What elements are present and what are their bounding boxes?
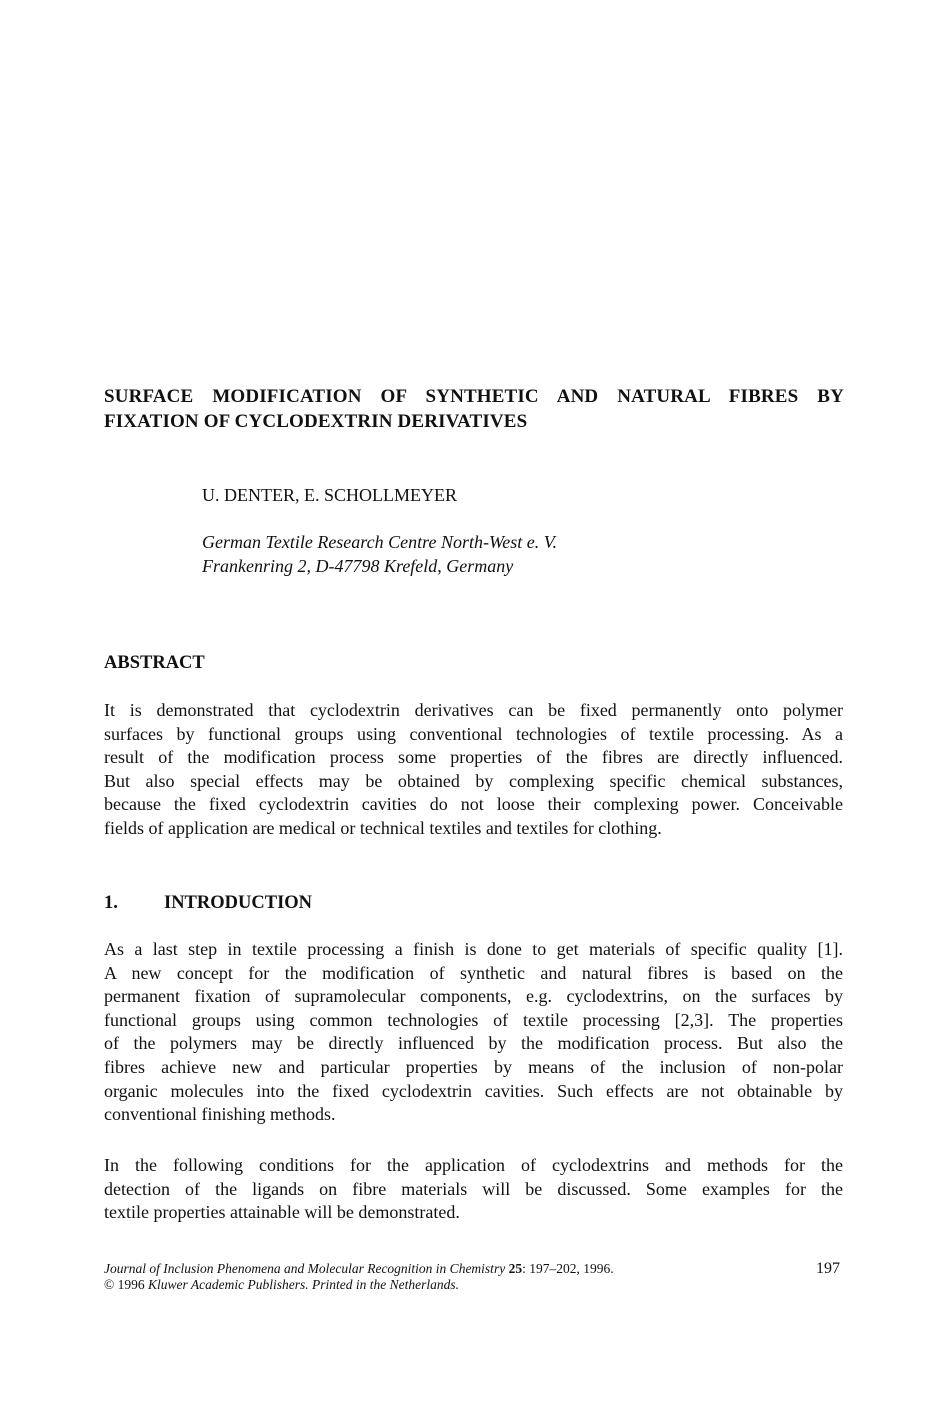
paragraph-line: detection of the ligands on fibre materials will be discussed. Some examples for the [104,1178,843,1199]
abstract-line: But also special effects may be obtained by complexing specific chemical substances, [104,770,843,791]
affiliation-line-1: German Textile Research Centre North-West e. V. [202,532,557,552]
paragraph-line: organic molecules into the fixed cyclodextrin cavities. Such effects are not obtainable by [104,1080,843,1101]
paragraph-line: functional groups using common technologies of textile processing [2,3]. The properties [104,1009,843,1030]
paragraph-line: conventional finishing methods. [104,1104,336,1125]
abstract-heading: ABSTRACT [104,653,205,673]
paper-title-line-2: FIXATION OF CYCLODEXTRIN DERIVATIVES [104,411,528,432]
paragraph-line: fibres achieve new and particular properties by means of the inclusion of non-polar [104,1056,843,1077]
footer-citation-line [104,1261,844,1277]
section-title: INTRODUCTION [164,893,313,913]
abstract-line: fields of application are medical or technical textiles and textiles for clothing. [104,817,662,838]
abstract-line: because the fixed cyclodextrin cavities do not loose their complexing power. Conceivable [104,794,843,815]
paragraph-line: As a last step in textile processing a finish is done to get materials of specific quality [1]. [104,939,843,959]
abstract-line: surfaces by functional groups using conventional technologies of textile processing. As a [104,723,843,744]
publisher-note: Kluwer Academic Publishers. Printed in the Netherlands. [148,1277,459,1292]
abstract-line: result of the modification process some properties of the fibres are directly influenced. [104,747,843,768]
paper-title-line-1: SURFACE MODIFICATION OF SYNTHETIC AND NATURAL FIBRES BY [104,386,844,407]
affiliation [202,530,557,578]
introduction-heading [104,891,312,915]
paragraph-line: permanent fixation of supramolecular components, e.g. cyclodextrins, on the surfaces by [104,986,843,1007]
journal-volume: 25 [508,1261,523,1276]
introduction-paragraph-2 [104,1154,843,1225]
introduction-paragraph-1 [104,938,843,1127]
abstract-body [104,699,843,841]
author-list: U. DENTER, E. SCHOLLMEYER [202,485,457,505]
journal-name: Journal of Inclusion Phenomena and Molecular Recognition in Chemistry [104,1261,506,1276]
paragraph-line: In the following conditions for the application of cyclodextrins and methods for the [104,1155,843,1175]
journal-pages-year: : 197–202, 1996. [522,1261,614,1276]
affiliation-line-2: Frankenring 2, D-47798 Krefeld, Germany [202,556,514,576]
journal-footer [104,1261,844,1293]
section-number: 1. [104,893,118,913]
copyright-year: © 1996 [104,1277,145,1292]
footer-copyright-line [104,1277,844,1293]
paragraph-line: textile properties attainable will be demonstrated. [104,1202,460,1223]
abstract-line: It is demonstrated that cyclodextrin derivatives can be fixed permanently onto polymer [104,700,843,720]
paragraph-line: A new concept for the modification of synthetic and natural fibres is based on the [104,962,843,983]
page-number: 197 [816,1260,840,1277]
paragraph-line: of the polymers may be directly influenced by the modification process. But also the [104,1033,843,1054]
paper-title [104,384,844,434]
